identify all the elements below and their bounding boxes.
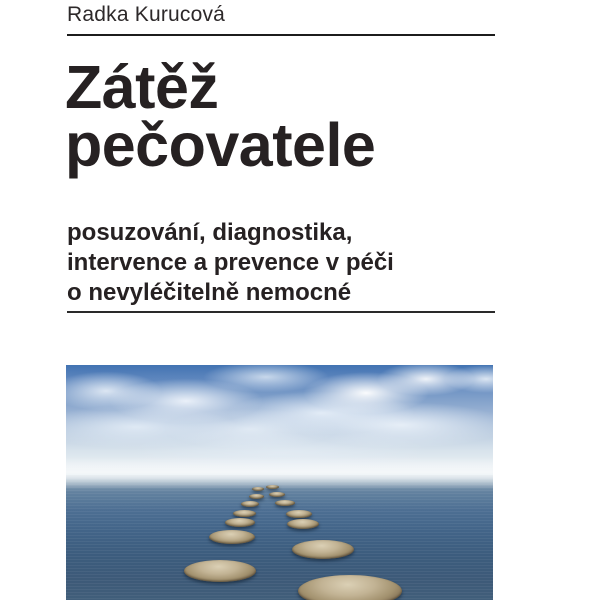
title-line-1: Zátěž bbox=[65, 53, 219, 121]
divider-top bbox=[67, 34, 495, 36]
stepping-stones bbox=[66, 365, 493, 600]
book-subtitle bbox=[67, 218, 394, 308]
stepping-stone bbox=[249, 494, 264, 499]
stepping-stone bbox=[292, 540, 354, 559]
stepping-stone bbox=[225, 518, 255, 527]
stepping-stone bbox=[266, 485, 279, 489]
divider-bottom bbox=[67, 311, 495, 313]
subtitle-line-3: o nevyléčitelně nemocné bbox=[67, 279, 352, 306]
stepping-stone bbox=[287, 519, 319, 529]
stepping-stone bbox=[298, 575, 402, 600]
author-name: Radka Kurucová bbox=[67, 3, 226, 26]
stepping-stone bbox=[233, 510, 256, 517]
cover-photo bbox=[66, 365, 493, 600]
stepping-stone bbox=[184, 560, 256, 582]
stepping-stone bbox=[269, 492, 285, 497]
stepping-stone bbox=[241, 501, 259, 507]
subtitle-line-1: posuzování, diagnostika, bbox=[67, 219, 353, 246]
book-title bbox=[65, 53, 376, 179]
stepping-stone bbox=[275, 500, 295, 506]
stepping-stone bbox=[209, 530, 255, 544]
subtitle-line-2: intervence a prevence v péči bbox=[67, 249, 394, 276]
title-line-2: pečovatele bbox=[65, 111, 376, 179]
stepping-stone bbox=[252, 487, 264, 491]
stepping-stone bbox=[286, 510, 312, 518]
